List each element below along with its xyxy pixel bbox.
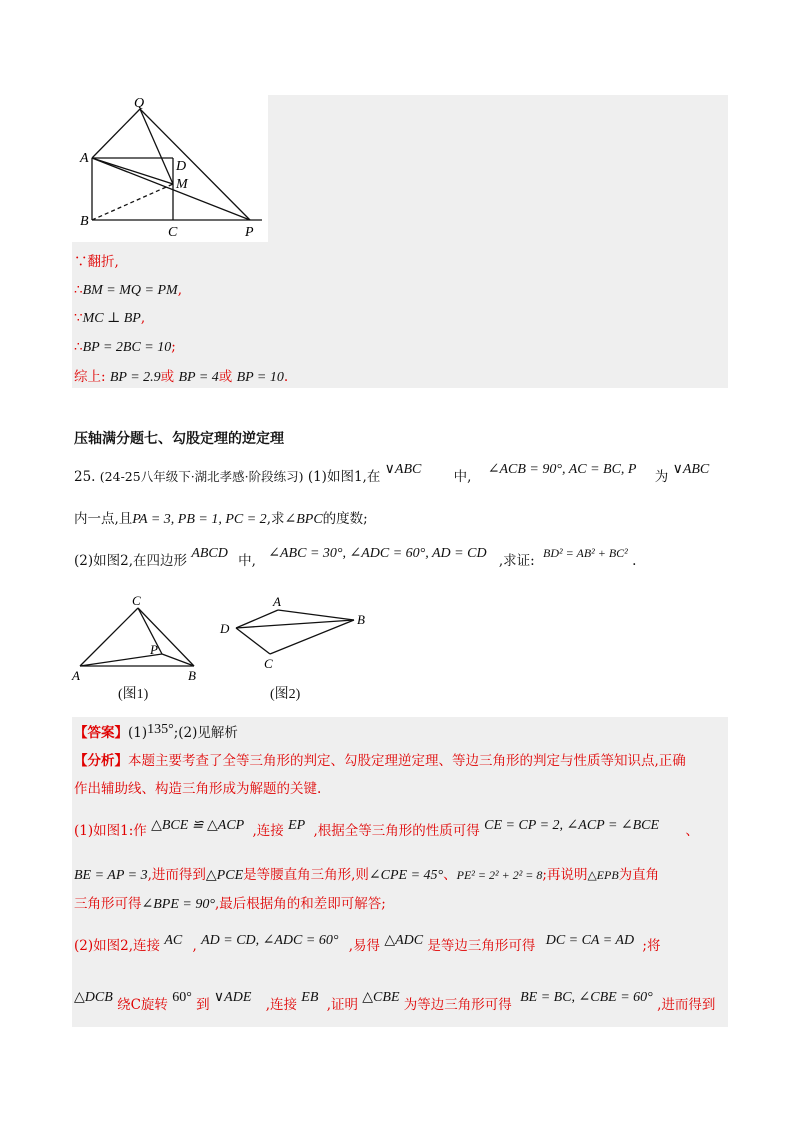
fig2-label-b: B [357, 612, 365, 627]
figure-square-fold [72, 95, 268, 242]
figure-2 [214, 594, 374, 674]
label-c: C [168, 225, 178, 240]
section-title: 压轴满分题七、勾股定理的逆定理 [74, 431, 284, 447]
analysis-tag: 【分析】 [74, 753, 128, 769]
answer-line: 【答案】(1)135°;(2)见解析 [74, 722, 238, 741]
fig2-segment-ab [278, 610, 354, 620]
figure-2-caption: (图2) [270, 687, 301, 702]
line-bm-mq-pm: ∴BM = MQ = PM, [74, 282, 182, 298]
fig2-label-a: A [273, 594, 281, 609]
fig1-segment-ac [80, 608, 138, 666]
fig1-segment-pb [162, 654, 194, 666]
label-b: B [80, 214, 89, 229]
line-bp-equals-10: ∴BP = 2BC = 10; [74, 339, 176, 355]
label-p: P [245, 225, 254, 240]
fig1-label-p: P [150, 642, 158, 657]
problem-line-2: 内一点,且PA = 3, PB = 1, PC = 2,求∠BPC的度数; [74, 511, 368, 527]
analysis-line-3: (1)如图1:作 △BCE ≌ △ACP ,连接 EP ,根据全等三角形的性质可得 CE = CP = 2, ∠ACP = ∠BCE 、 [74, 818, 699, 839]
fig2-segment-cd [236, 628, 270, 654]
figure-1-caption: (图1) [118, 687, 149, 702]
analysis-line-4: BE = AP = 3,进而得到△PCE是等腰直角三角形,则∠CPE = 45°、PE² = 2² + 2² = 8;再说明△EPB为直角 [74, 867, 660, 883]
problem-line-1: 25. (24-25八年级下·湖北孝感·阶段练习) (1)如图1,在 ∨ABC 中, ∠ACB = 90°, AC = BC, P 为 ∨ABC [74, 462, 710, 485]
label-a: A [80, 151, 89, 166]
analysis-line-2: 作出辅助线、构造三角形成为解题的关键. [74, 781, 322, 797]
fig1-segment-cb [138, 608, 194, 666]
problem-line-3: (2)如图2,在四边形 ABCD 中, ∠ABC = 30°, ∠ADC = 60°, AD = CD ,求证: BD² = AB² + BC² . [74, 546, 637, 569]
fig1-label-a: A [72, 668, 80, 683]
line-summary: 综上: BP = 2.9或 BP = 4或 BP = 10. [74, 369, 289, 385]
problem-source: (24-25八年级下·湖北孝感·阶段练习) [99, 469, 304, 484]
answer-tag: 【答案】 [74, 725, 128, 741]
line-fold: ∵翻折, [74, 254, 119, 270]
label-q: Q [134, 96, 145, 111]
analysis-line-7: △DCB 绕C旋转 60° 到 ∨ADE ,连接 EB ,证明 △CBE 为等边三角形可得 BE = BC, ∠CBE = 60° ,进而得到 [74, 990, 716, 1013]
fig2-label-c: C [264, 656, 273, 671]
fig2-label-d: D [220, 621, 230, 636]
fig1-label-c: C [132, 593, 141, 608]
label-m: M [176, 177, 188, 192]
label-d: D [176, 159, 187, 174]
analysis-line-1: 【分析】本题主要考查了全等三角形的判定、勾股定理逆定理、等边三角形的判定与性质等知识点,正确 [74, 753, 686, 769]
analysis-line-5: 三角形可得∠BPE = 90°,最后根据角的和差即可解答; [74, 896, 386, 912]
line-mc-perp-bp: ∵MC ⊥ BP, [74, 310, 146, 326]
analysis-line-6: (2)如图2,连接 AC , AD = CD, ∠ADC = 60° ,易得 △ADC 是等边三角形可得 DC = CA = AD ;将 [74, 933, 661, 954]
problem-number: 25. [74, 469, 96, 485]
fig1-label-b: B [188, 668, 196, 683]
